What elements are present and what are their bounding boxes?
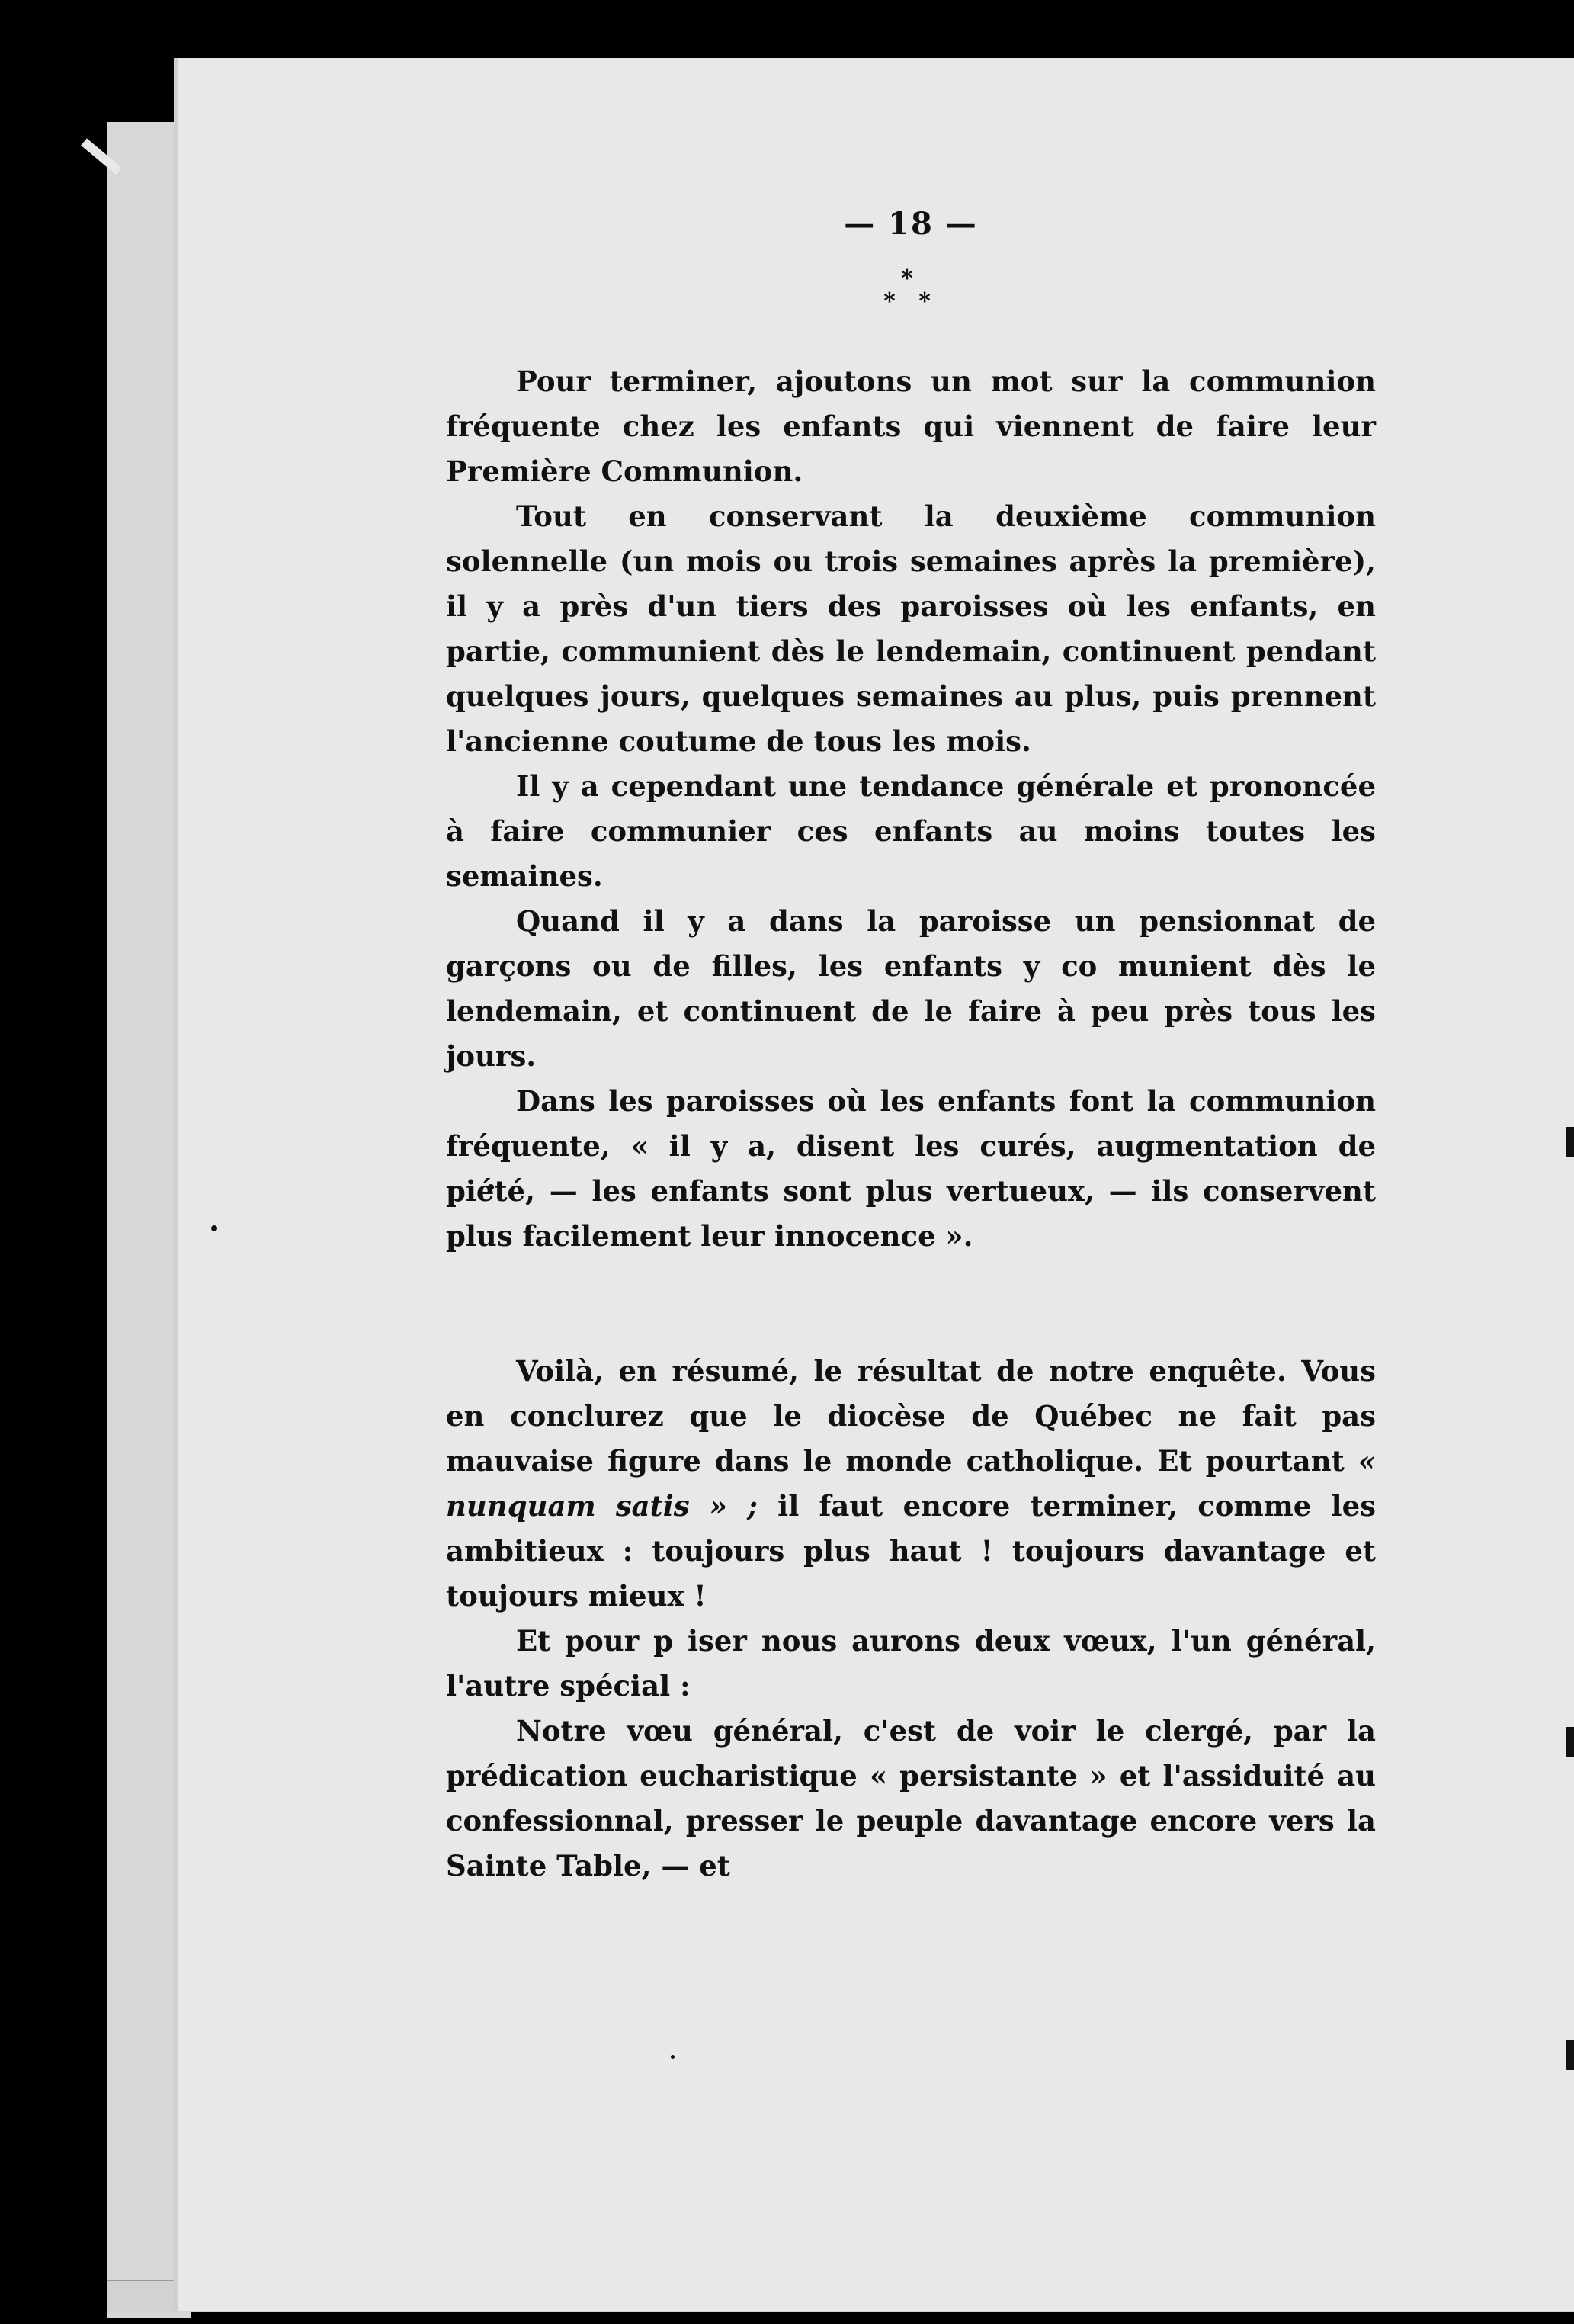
section-ornament: [446, 265, 1376, 315]
section-gap: [446, 1259, 1376, 1349]
text-block: [446, 206, 1376, 1889]
text-run: il faut encore terminer, comme les ambitieux : toujours plus haut ! toujours davantage et toujours mieux !: [446, 1489, 1376, 1613]
text-run: Voilà, en résumé, le résultat de notre enquête. Vous en conclurez que le diocèse de Québec ne fait pas mauvaise figure dans le monde catholique. Et pourtant: [446, 1354, 1376, 1478]
paragraph: Quand il y a dans la paroisse un pensionnat de garçons ou de filles, les enfants y co munient dès le lendemain, et continuent de le faire à peu près tous les jours.: [446, 904, 1376, 1073]
paragraph: [446, 1349, 1376, 1619]
edge-mark: [1566, 2040, 1574, 2070]
stray-dot: [671, 2055, 675, 2059]
ornament-top: *: [901, 265, 921, 292]
paragraph: Dans les paroisses où les enfants font la communion fréquente, « il y a, disent les curés, augmentation de piété, — les enfants sont plus vertueux, — ils conservent plus facilement leur innocence ».: [446, 1084, 1376, 1253]
paragraph: Notre vœu général, c'est de voir le clergé, par la prédication eucharistique « persistante » et l'assiduité au confessionnal, presser le peuple davantage encore vers la Sainte Table, — et: [446, 1714, 1376, 1883]
paragraph: Et pour p iser nous aurons deux vœux, l'un général, l'autre spécial :: [446, 1624, 1376, 1703]
edge-mark: [1566, 1127, 1574, 1157]
paragraph: Tout en conservant la deuxième communion solennelle (un mois ou trois semaines après la première), il y a près d'un tiers des paroisses où les enfants, en partie, communient dès le lendemain, continuent pendant quelques jours, quelques semaines au plus, puis prennent l'ancienne coutume de tous les mois.: [446, 499, 1376, 758]
stray-dot: [211, 1225, 217, 1231]
ornament-bottom: * *: [883, 288, 938, 315]
paragraph: Pour terminer, ajoutons un mot sur la communion fréquente chez les enfants qui viennent de faire leur Première Communion.: [446, 364, 1376, 488]
page-number: — 18 —: [844, 206, 978, 242]
paragraph: Il y a cependant une tendance générale et prononcée à faire communier ces enfants au moins toutes les semaines.: [446, 769, 1376, 893]
latin-quote: « nunquam satis » ;: [446, 1444, 1376, 1523]
edge-mark: [1566, 1727, 1574, 1757]
